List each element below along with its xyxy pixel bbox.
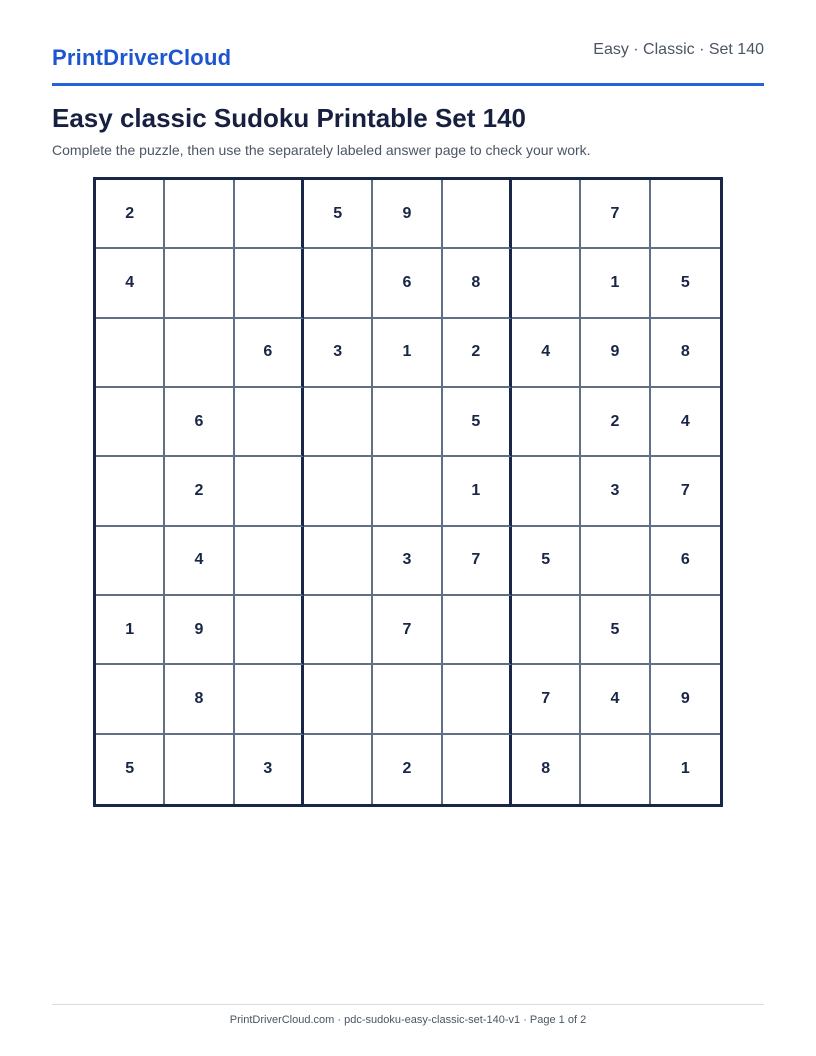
- sudoku-cell: 9: [651, 665, 720, 734]
- sudoku-cell: 6: [373, 249, 442, 318]
- sudoku-cell: 3: [304, 319, 373, 388]
- sudoku-cell: 4: [96, 249, 165, 318]
- sudoku-cell: 5: [512, 527, 581, 596]
- sudoku-cell: [235, 596, 304, 665]
- footer-divider: [52, 1004, 764, 1005]
- sudoku-cell: [512, 388, 581, 457]
- sudoku-cell: 5: [581, 596, 650, 665]
- sudoku-cell: 7: [373, 596, 442, 665]
- sudoku-cell: 3: [373, 527, 442, 596]
- sudoku-cell: 8: [165, 665, 234, 734]
- sudoku-cell: 6: [235, 319, 304, 388]
- sudoku-cell: [443, 596, 512, 665]
- sudoku-cell: 7: [581, 180, 650, 249]
- sudoku-cell: 2: [581, 388, 650, 457]
- sudoku-cell: 6: [165, 388, 234, 457]
- sudoku-cell: 5: [96, 735, 165, 804]
- sudoku-cell: [512, 596, 581, 665]
- sudoku-cell: 4: [512, 319, 581, 388]
- sudoku-cell: 5: [443, 388, 512, 457]
- sudoku-cell: [235, 249, 304, 318]
- sudoku-cell: 8: [443, 249, 512, 318]
- sudoku-cell: 7: [651, 457, 720, 526]
- sudoku-cell: [304, 665, 373, 734]
- sudoku-cell: [304, 596, 373, 665]
- sudoku-cell: 1: [96, 596, 165, 665]
- sudoku-cell: [443, 735, 512, 804]
- sudoku-cell: [235, 527, 304, 596]
- sudoku-cell: [235, 388, 304, 457]
- sudoku-cell: 4: [651, 388, 720, 457]
- sudoku-cell: [373, 665, 442, 734]
- page-header: [52, 36, 764, 86]
- sudoku-cell: 2: [96, 180, 165, 249]
- sudoku-cell: [165, 180, 234, 249]
- sudoku-cell: [512, 457, 581, 526]
- sudoku-cell: 9: [165, 596, 234, 665]
- sudoku-cell: [512, 180, 581, 249]
- sudoku-cell: [96, 457, 165, 526]
- sudoku-cell: [651, 596, 720, 665]
- sudoku-cell: 3: [581, 457, 650, 526]
- sudoku-cell: 7: [512, 665, 581, 734]
- sudoku-cell: [443, 180, 512, 249]
- sudoku-cell: [651, 180, 720, 249]
- sudoku-cell: 1: [680, 760, 690, 778]
- sudoku-cell: 9: [373, 180, 442, 249]
- sudoku-cell: [96, 319, 165, 388]
- sudoku-cell: 9: [581, 319, 650, 388]
- sudoku-cell: 6: [651, 527, 720, 596]
- sudoku-cell: 4: [581, 665, 650, 734]
- sudoku-cell: [165, 249, 234, 318]
- sudoku-cell: 1: [581, 249, 650, 318]
- sudoku-cell: [304, 735, 373, 804]
- sudoku-cell: [581, 735, 650, 804]
- sudoku-cell: 8: [651, 319, 720, 388]
- sudoku-cell: [304, 249, 373, 318]
- sudoku-cell: 4: [165, 527, 234, 596]
- puzzle-meta: Easy · Classic · Set 140: [593, 41, 764, 58]
- sudoku-cell: [443, 665, 512, 734]
- page-footer: PrintDriverCloud.com · pdc-sudoku-easy-classic-set-140-v1 · Page 1 of 2: [229, 1014, 587, 1026]
- sudoku-cell: [373, 388, 442, 457]
- sudoku-cell: [235, 665, 304, 734]
- sudoku-cell: 8: [512, 735, 581, 804]
- sudoku-cell: [512, 249, 581, 318]
- sudoku-grid: [93, 177, 723, 807]
- page-title: Easy classic Sudoku Printable Set 140: [52, 103, 527, 133]
- sudoku-cell: 1: [373, 319, 442, 388]
- sudoku-cell: 1: [443, 457, 512, 526]
- sudoku-cell: [304, 388, 373, 457]
- sudoku-cell: [165, 319, 234, 388]
- sudoku-cell: 3: [235, 735, 304, 804]
- sudoku-cell: [96, 665, 165, 734]
- sudoku-cell: [304, 457, 373, 526]
- page-subtitle: Complete the puzzle, then use the separately labeled answer page to check your work.: [52, 142, 591, 158]
- sudoku-cell: 5: [304, 180, 373, 249]
- sudoku-cell: 2: [373, 735, 442, 804]
- sudoku-cell: 5: [651, 249, 720, 318]
- sudoku-cell: 2: [165, 457, 234, 526]
- sudoku-cell: [373, 457, 442, 526]
- sudoku-cell: [96, 388, 165, 457]
- brand-logo: PrintDriverCloud: [52, 45, 232, 70]
- sudoku-cell: [165, 735, 234, 804]
- sudoku-cell: [235, 180, 304, 249]
- sudoku-cell: [304, 527, 373, 596]
- sudoku-cell: [235, 457, 304, 526]
- sudoku-cell: [96, 527, 165, 596]
- sudoku-cell: [581, 527, 650, 596]
- sudoku-cell: 2: [443, 319, 512, 388]
- sudoku-cell: 7: [443, 527, 512, 596]
